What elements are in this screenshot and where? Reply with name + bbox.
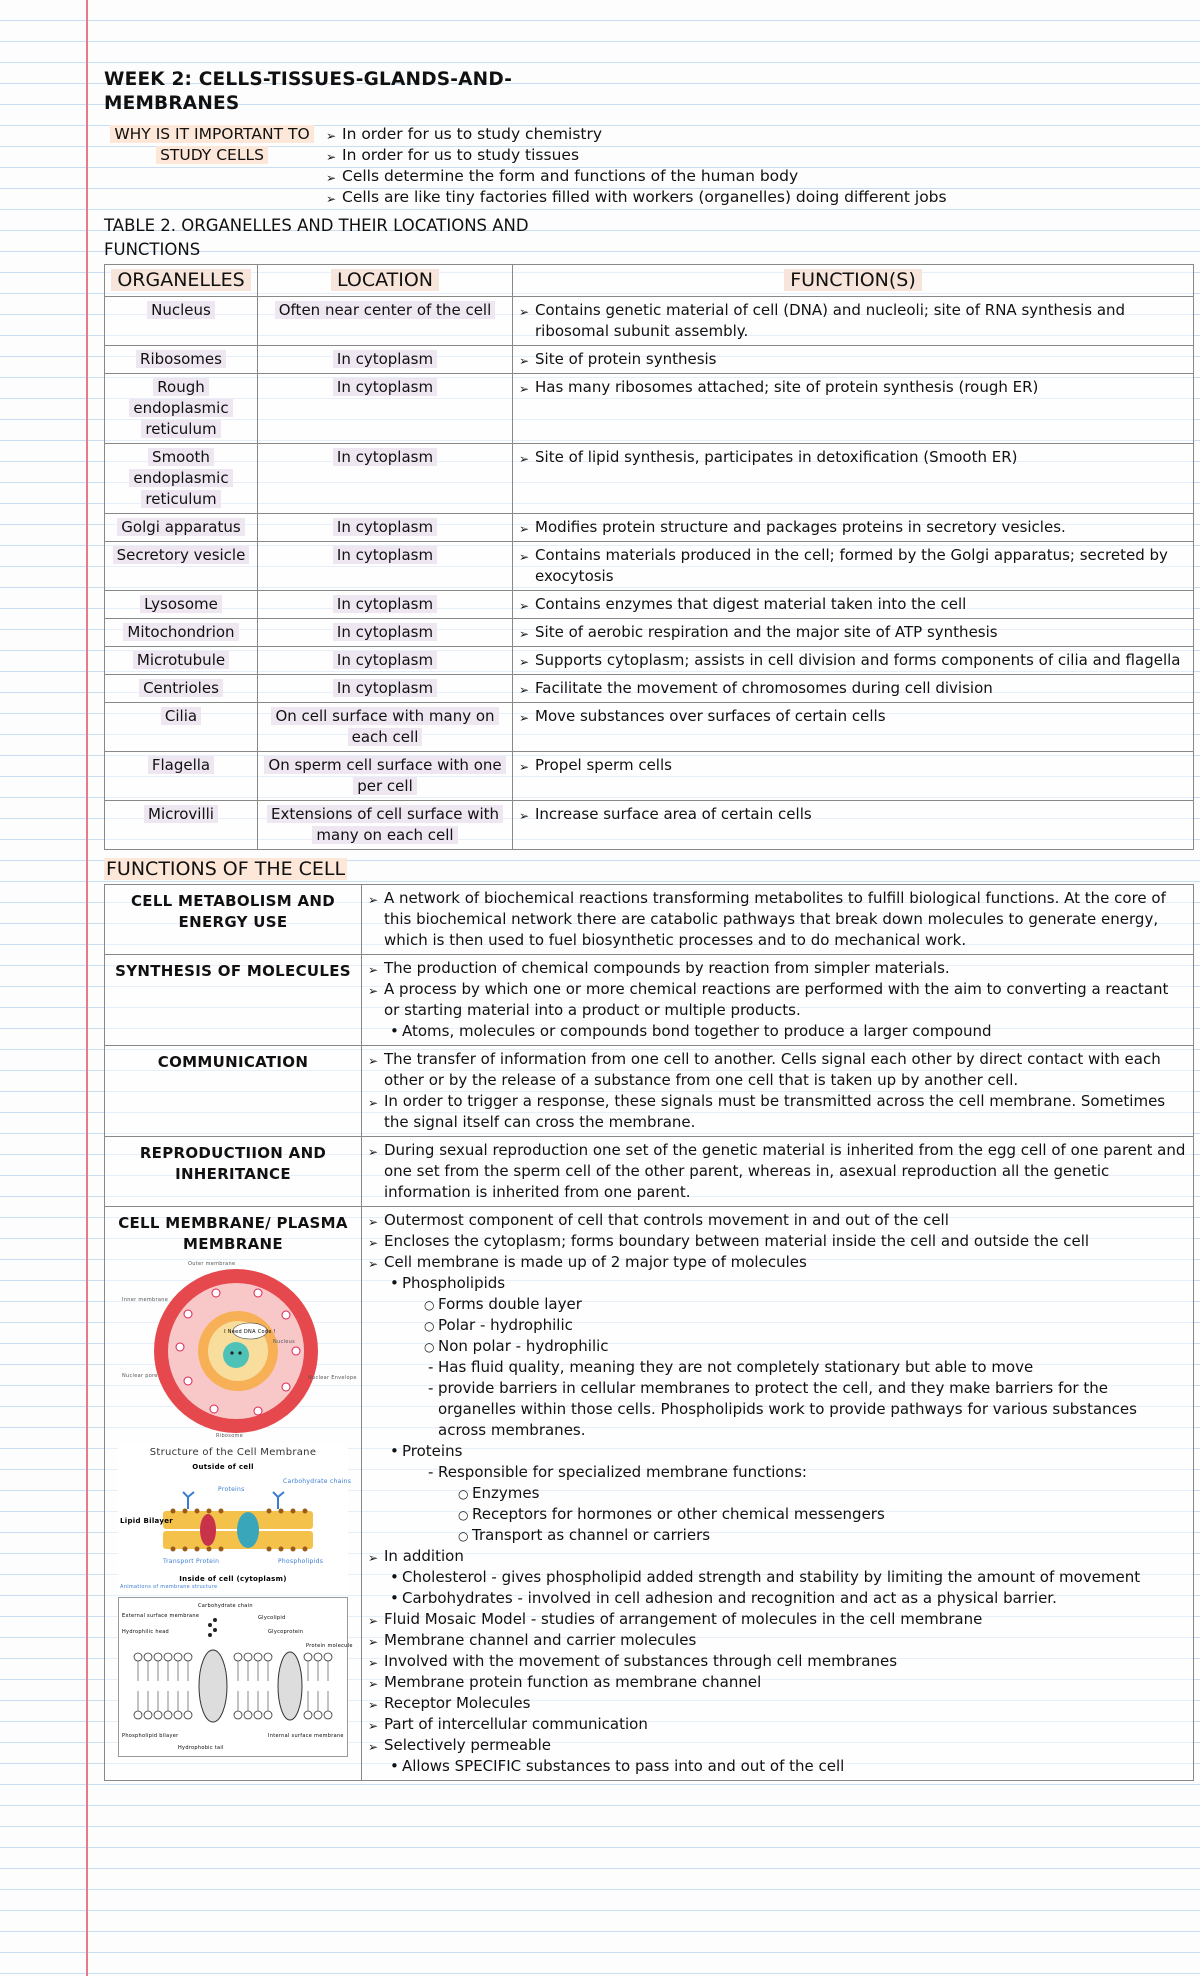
column-header: FUNCTION(S) — [513, 265, 1194, 297]
why-study-cells-section — [104, 124, 1194, 208]
svg-text:I Need DNA Code !: I Need DNA Code ! — [224, 1329, 276, 1335]
organelles-table — [104, 264, 1194, 850]
table-row: COMMUNICATION ➢ The transfer of information from one cell to another. Cells signal each other by direct contact with each other or by the release of a substance from one cell that is taken up by another cell. ➢ In order to trigger a response, these signals must be transmitted across the cell membrane. Sometimes the signal itself can cross the membrane. — [105, 1046, 1194, 1137]
table-row: Lysosome In cytoplasm ➢ Contains enzymes that digest material taken into the cell — [105, 591, 1194, 619]
table-row: Ribosomes In cytoplasm ➢ Site of protein synthesis — [105, 346, 1194, 374]
list-item: ➢ In order for us to study chemistry — [326, 124, 1194, 145]
why-label: WHY IS IT IMPORTANT TO STUDY CELLS — [104, 124, 320, 208]
cell-structure-figure — [118, 1259, 357, 1439]
svg-text:Inside of cell (cytoplasm): Inside of cell (cytoplasm) — [179, 1575, 287, 1583]
function-label: CELL METABOLISM AND ENERGY USE — [105, 885, 362, 955]
notebook-margin-line — [86, 0, 88, 1976]
list-item: ➢ Cells are like tiny factories filled with workers (organelles) doing different jobs — [326, 187, 1194, 208]
function-label: COMMUNICATION — [105, 1046, 362, 1137]
table-row: Secretory vesicle In cytoplasm ➢ Contains materials produced in the cell; formed by the Golgi apparatus; secreted by exocytosis — [105, 542, 1194, 591]
column-header: ORGANELLES — [105, 265, 258, 297]
table-row: Nucleus Often near center of the cell ➢ Contains genetic material of cell (DNA) and nucleoli; site of RNA synthesis and ribosomal subunit assembly. — [105, 297, 1194, 346]
table-row: CELL MEMBRANE/ PLASMA MEMBRANE I Need DNA Code ! Outer membrane Inner membrane Nuclear pore Nucleus Nuclear Envelope Ribosome Structure of the Cell Membrane Outside of cell Lipid Bilayer Proteins Carbohydrate chains Transport Protein Phospholipids Inside of cell (cytoplasm) Animations of membrane structure Carbohydrate chain External surface membrane Hydrophilic head Glycolipid Glycoprotein Protein molecule Phospholipid bilayer Hydrophobic tail Internal surface membrane ➢ Outermost component of cell that controls movement in and out of the cell ➢ Encloses the cytoplasm; forms boundary between material inside the cell and outside the cell ➢ Cell membrane is made up of 2 major type of molecules • Phospholipids ○ Forms double layer ○ Polar - hydrophilic ○ Non polar - hydrophilic - Has fluid quality, meaning they are not completely stationary but able to move - provide barriers in cellular membranes to protect the cell, and they make barriers for the organelles within those cells. Phospholipids work to provide pathways for various substances across membranes. • Proteins - Responsible for specialized membrane functions: ○ Enzymes ○ Receptors for hormones or other chemical messengers ○ Transport as channel or carriers ➢ In addition • Cholesterol - gives phospholipid added strength and stability by limiting the amount of movement • Carbohydrates - involved in cell adhesion and recognition and act as a physical barrier. ➢ Fluid Mosaic Model - studies of arrangement of molecules in the cell membrane ➢ Membrane channel and carrier molecules ➢ Involved with the movement of substances through cell membranes ➢ Membrane protein function as membrane channel ➢ Receptor Molecules ➢ Part of intercellular communication ➢ Selectively permeable • Allows SPECIFIC substances to pass into and out of the cell — [105, 1207, 1194, 1781]
document-page — [104, 68, 1194, 1781]
svg-text:Proteins: Proteins — [218, 1486, 245, 1493]
function-label: REPRODUCTIION AND INHERITANCE — [105, 1137, 362, 1207]
table-row: REPRODUCTIION AND INHERITANCE ➢ During sexual reproduction one set of the genetic material is inherited from the egg cell of one parent and one set from the sperm cell of the other parent, whereas in, asexual reproduction all the genetic information is inherited from one parent. — [105, 1137, 1194, 1207]
cell-functions-table — [104, 884, 1194, 1781]
why-list — [320, 124, 1194, 208]
list-item: ➢ Cells determine the form and functions of the human body — [326, 166, 1194, 187]
function-label: CELL MEMBRANE/ PLASMA MEMBRANE I Need DNA Code ! Outer membrane Inner membrane Nuclear pore Nucleus Nuclear Envelope Ribosome Structure of the Cell Membrane Outside of cell Lipid Bilayer Proteins Carbohydrate chains Transport Protein Phospholipids Inside of cell (cytoplasm) Animations of membrane structure Carbohydrate chain External surface membrane Hydrophilic head Glycolipid Glycoprotein Protein molecule Phospholipid bilayer Hydrophobic tail Internal surface membrane — [105, 1207, 362, 1781]
table-row: CELL METABOLISM AND ENERGY USE ➢ A network of biochemical reactions transforming metabolites to fulfill biological functions. At the core of this biochemical network there are catabolic pathways that break down molecules to generate energy, which is then used to fuel biosynthetic processes and to do mechanical work. — [105, 885, 1194, 955]
svg-text:Animations of membrane structu: Animations of membrane structure — [120, 1584, 218, 1590]
svg-text:Phospholipid bilayer: Phospholipid bilayer — [122, 1733, 179, 1739]
svg-text:Hydrophilic head: Hydrophilic head — [122, 1629, 170, 1635]
svg-text:Hydrophobic tail: Hydrophobic tail — [178, 1745, 224, 1751]
table-row: Golgi apparatus In cytoplasm ➢ Modifies protein structure and packages proteins in secretory vesicles. — [105, 514, 1194, 542]
function-label: SYNTHESIS OF MOLECULES — [105, 955, 362, 1046]
list-item: ➢ In order for us to study tissues — [326, 145, 1194, 166]
table-row: SYNTHESIS OF MOLECULES ➢ The production of chemical compounds by reaction from simpler materials. ➢ A process by which one or more chemical reactions are performed with the aim to converting a reactant or starting material into a product or multiple products. • Atoms, molecules or compounds bond together to produce a larger compound — [105, 955, 1194, 1046]
svg-text:Outside of cell: Outside of cell — [192, 1463, 254, 1471]
table-row: Smooth endoplasmic reticulum In cytoplasm ➢ Site of lipid synthesis, participates in detoxification (Smooth ER) — [105, 444, 1194, 514]
svg-text:Protein molecule: Protein molecule — [306, 1643, 353, 1649]
table-header-row — [105, 265, 1194, 297]
svg-text:Inner membrane: Inner membrane — [122, 1297, 169, 1303]
svg-text:Outer membrane: Outer membrane — [188, 1261, 236, 1267]
table-row: Microtubule In cytoplasm ➢ Supports cytoplasm; assists in cell division and forms components of cilia and flagella — [105, 647, 1194, 675]
svg-text:Ribosome: Ribosome — [216, 1433, 244, 1439]
svg-text:Carbohydrate chains: Carbohydrate chains — [283, 1478, 352, 1485]
svg-text:Carbohydrate chain: Carbohydrate chain — [198, 1603, 253, 1609]
svg-text:External surface membrane: External surface membrane — [122, 1613, 200, 1619]
table-row: Cilia On cell surface with many on each cell ➢ Move substances over surfaces of certain cells — [105, 703, 1194, 752]
svg-text:Structure of the Cell Membrane: Structure of the Cell Membrane — [149, 1447, 317, 1458]
svg-text:Nucleus: Nucleus — [273, 1339, 295, 1345]
page-title: WEEK 2: CELLS-TISSUES-GLANDS-AND-MEMBRANES — [104, 69, 513, 114]
svg-text:Nuclear Envelope: Nuclear Envelope — [308, 1375, 357, 1381]
svg-text:Transport Protein: Transport Protein — [163, 1558, 220, 1565]
svg-text:Lipid Bilayer: Lipid Bilayer — [120, 1517, 174, 1525]
table-row: Mitochondrion In cytoplasm ➢ Site of aerobic respiration and the major site of ATP synthesis — [105, 619, 1194, 647]
svg-text:Nuclear pore: Nuclear pore — [122, 1373, 158, 1379]
svg-text:Internal surface membrane: Internal surface membrane — [268, 1733, 344, 1739]
fluid-mosaic-model-figure — [118, 1597, 353, 1757]
table-row: Microvilli Extensions of cell surface with many on each cell ➢ Increase surface area of certain cells — [105, 801, 1194, 850]
svg-text:Glycoprotein: Glycoprotein — [268, 1629, 304, 1635]
svg-text:Glycolipid: Glycolipid — [258, 1615, 286, 1621]
table-title: TABLE 2. ORGANELLES AND THEIR LOCATIONS AND FUNCTIONS — [104, 216, 529, 259]
table-row: Rough endoplasmic reticulum In cytoplasm ➢ Has many ribosomes attached; site of protein synthesis (rough ER) — [105, 374, 1194, 444]
table-row: Flagella On sperm cell surface with one per cell ➢ Propel sperm cells — [105, 752, 1194, 801]
section-title: FUNCTIONS OF THE CELL — [106, 858, 346, 880]
column-header: LOCATION — [258, 265, 513, 297]
svg-text:Phospholipids: Phospholipids — [278, 1558, 324, 1565]
cell-membrane-structure-figure — [118, 1443, 352, 1593]
table-row: Centrioles In cytoplasm ➢ Facilitate the movement of chromosomes during cell division — [105, 675, 1194, 703]
